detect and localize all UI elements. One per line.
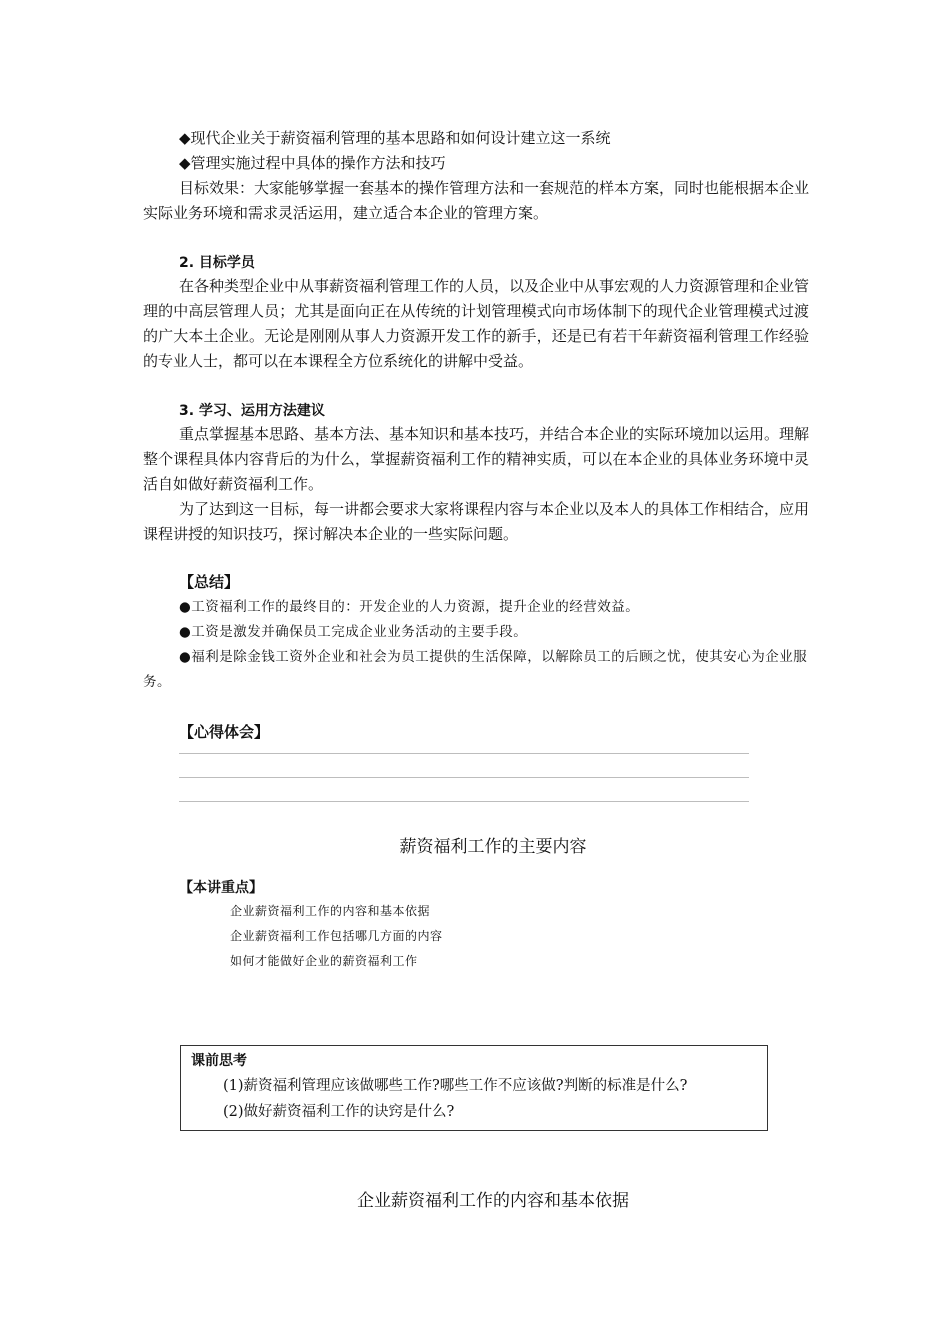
section-3-body-2: 为了达到这一目标，每一讲都会要求大家将课程内容与本企业以及本人的具体工作相结合，应用课程讲授的知识技巧，探讨解决本企业的一些实际问题。 (143, 500, 810, 543)
section-2-heading: 2. 目标学员 (179, 255, 255, 271)
next-section-title: 企业薪资福利工作的内容和基本依据 (357, 1191, 629, 1211)
lecture-title: 薪资福利工作的主要内容 (399, 837, 587, 857)
reflection-heading: 【心得体会】 (179, 723, 270, 741)
key-point: 企业薪资福利工作的内容和基本依据 (230, 904, 431, 918)
summary-item: ●工资是激发并确保员工完成企业业务活动的主要手段。 (179, 624, 528, 640)
intro-bullet-2: ◆管理实施过程中具体的操作方法和技巧 (179, 154, 446, 172)
pre-class-question: (2)做好薪资福利工作的诀窍是什么? (223, 1104, 455, 1120)
key-points-heading: 【本讲重点】 (179, 880, 263, 896)
intro-bullet-1: ◆现代企业关于薪资福利管理的基本思路和如何设计建立这一系统 (179, 129, 611, 147)
pre-class-title: 课前思考 (191, 1053, 247, 1069)
summary-item: ●工资福利工作的最终目的：开发企业的人力资源，提升企业的经营效益。 (179, 599, 640, 615)
summary-heading: 【总结】 (179, 573, 240, 591)
pre-class-question: (1)薪资福利管理应该做哪些工作?哪些工作不应该做?判断的标准是什么? (223, 1078, 688, 1094)
section-3-heading: 3. 学习、运用方法建议 (179, 403, 325, 419)
pre-class-thinking-box (180, 1045, 768, 1131)
section-3-body-1: 重点掌握基本思路、基本方法、基本知识和基本技巧，并结合本企业的实际环境加以运用。理解整个课程具体内容背后的为什么，掌握薪资福利工作的精神实质，可以在本企业的具体业务环境中灵活自如做好薪资福利工作。 (143, 425, 810, 493)
document-page (143, 0, 809, 974)
section-2-body: 在各种类型企业中从事薪资福利管理工作的人员，以及企业中从事宏观的人力资源管理和企业管理的中高层管理人员；尤其是面向正在从传统的计划管理模式向市场体制下的现代企业管理模式过渡的广大本土企业。无论是刚刚从事人力资源开发工作的新手，还是已有若干年薪资福利管理工作经验的专业人士，都可以在本课程全方位系统化的讲解中受益。 (143, 277, 810, 370)
goal-effect-paragraph: 目标效果：大家能够掌握一套基本的操作管理方法和一套规范的样本方案，同时也能根据本企业实际业务环境和需求灵活运用，建立适合本企业的管理方案。 (143, 179, 810, 222)
summary-item: ●福利是除金钱工资外企业和社会为员工提供的生活保障，以解除员工的后顾之忧，使其安心为企业服务。 (143, 649, 808, 690)
key-point: 如何才能做好企业的薪资福利工作 (230, 954, 418, 968)
key-point: 企业薪资福利工作包括哪几方面的内容 (230, 929, 443, 943)
